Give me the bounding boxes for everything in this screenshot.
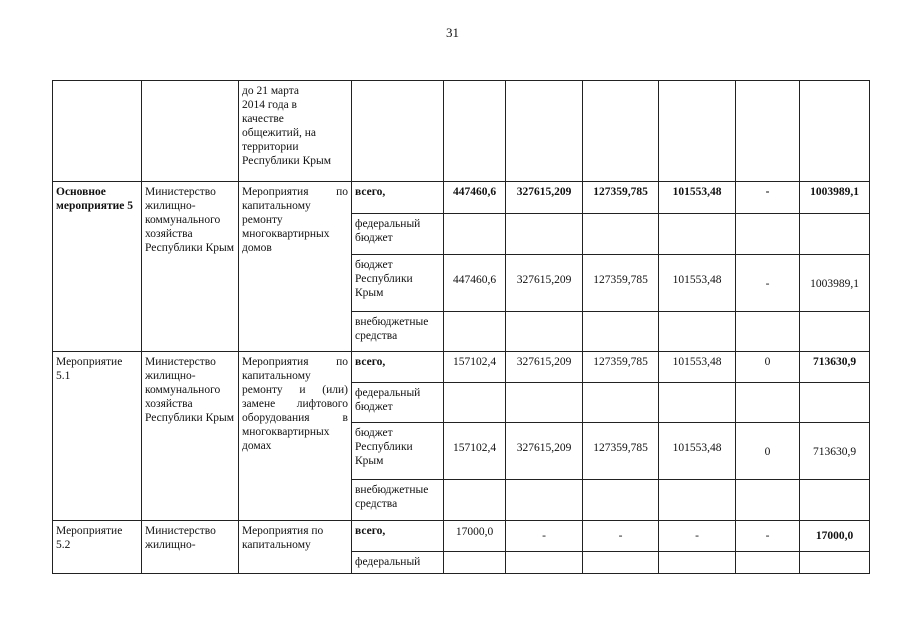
source-label: федеральный бюджет (352, 214, 444, 255)
value-cell: 447460,6 (444, 255, 506, 312)
value-cell (444, 552, 506, 574)
source-label: федеральный (352, 552, 444, 574)
value-cell (736, 552, 800, 574)
value-cell (583, 383, 659, 423)
value-cell: 127359,785 (583, 182, 659, 214)
value-cell: 17000,0 (800, 521, 870, 552)
value-cell (736, 214, 800, 255)
event-line: качестве (242, 113, 284, 125)
value-cell (506, 383, 583, 423)
cell-event: Мероприятия по капитальному ремонту многоквартирных домов (239, 182, 352, 352)
value-cell: - (583, 521, 659, 552)
value-cell (800, 312, 870, 352)
value-cell (659, 552, 736, 574)
table-row (53, 521, 870, 552)
value-cell (659, 383, 736, 423)
value-cell (659, 312, 736, 352)
value-cell: 447460,6 (444, 182, 506, 214)
value-cell: 157102,4 (444, 423, 506, 480)
value-cell (736, 480, 800, 521)
value-cell (736, 312, 800, 352)
value-cell (506, 480, 583, 521)
value-cell (800, 214, 870, 255)
table-row (53, 182, 870, 214)
cell-responsible: Министерство жилищно-коммунального хозяйства Республики Крым (142, 182, 239, 352)
cell-code: Мероприятие 5.1 (53, 352, 142, 521)
cell-event (239, 81, 352, 182)
value-cell: - (736, 182, 800, 214)
table-row (53, 81, 870, 182)
value-cell (659, 480, 736, 521)
value-cell: 127359,785 (583, 352, 659, 383)
source-label: всего, (352, 521, 444, 552)
source-label: всего, (352, 182, 444, 214)
event-line: 2014 года в (242, 99, 297, 111)
value-cell: 0 (736, 352, 800, 383)
value-cell (583, 480, 659, 521)
budget-table (52, 80, 870, 574)
value-cell (736, 383, 800, 423)
source-label: бюджет Республики Крым (352, 423, 444, 480)
value-cell (583, 214, 659, 255)
event-line: до 21 марта (242, 85, 300, 97)
value-cell: 327615,209 (506, 423, 583, 480)
value-cell (583, 312, 659, 352)
cell-code (53, 81, 142, 182)
cell-code: Основное мероприятие 5 (53, 182, 142, 352)
value-cell (444, 383, 506, 423)
cell-responsible: Министерство жилищно-коммунального хозяйства Республики Крым (142, 352, 239, 521)
cell-event: Мероприятия по капитальному (239, 521, 352, 574)
event-line: Республики Крым (242, 155, 331, 167)
value-cell (506, 552, 583, 574)
value-cell: 157102,4 (444, 352, 506, 383)
value-cell (506, 214, 583, 255)
value-cell: - (736, 255, 800, 312)
value-cell: 327615,209 (506, 255, 583, 312)
value-cell (444, 312, 506, 352)
value-cell (583, 552, 659, 574)
table-row (53, 352, 870, 383)
cell-responsible: Министерство жилищно- (142, 521, 239, 574)
value-cell: - (659, 521, 736, 552)
cell-code: Мероприятие 5.2 (53, 521, 142, 574)
value-cell: 101553,48 (659, 255, 736, 312)
value-cell: 101553,48 (659, 182, 736, 214)
value-cell: - (736, 521, 800, 552)
value-cell: 1003989,1 (800, 255, 870, 312)
cell-responsible (142, 81, 239, 182)
value-cell: 101553,48 (659, 423, 736, 480)
event-line: общежитий, на (242, 127, 317, 139)
source-label: бюджет Республики Крым (352, 255, 444, 312)
value-cell: 127359,785 (583, 255, 659, 312)
page-number: 31 (446, 25, 459, 40)
value-cell: 327615,209 (506, 182, 583, 214)
source-label: федеральный бюджет (352, 383, 444, 423)
value-cell: 127359,785 (583, 423, 659, 480)
source-label: всего, (352, 352, 444, 383)
value-cell: 101553,48 (659, 352, 736, 383)
value-cell (444, 214, 506, 255)
value-cell: 713630,9 (800, 352, 870, 383)
value-cell: 327615,209 (506, 352, 583, 383)
value-cell (800, 552, 870, 574)
value-cell: - (506, 521, 583, 552)
value-cell (800, 480, 870, 521)
cell-event: Мероприятия по капитальному ремонту и (или) замене лифтового оборудования в многоквартирных домах (239, 352, 352, 521)
value-cell (659, 214, 736, 255)
value-cell (506, 312, 583, 352)
event-line: территории (242, 141, 299, 153)
value-cell: 713630,9 (800, 423, 870, 480)
value-cell: 0 (736, 423, 800, 480)
source-label: внебюджетные средства (352, 480, 444, 521)
source-label: внебюджетные средства (352, 312, 444, 352)
value-cell: 1003989,1 (800, 182, 870, 214)
value-cell: 17000,0 (444, 521, 506, 552)
value-cell (800, 383, 870, 423)
value-cell (444, 480, 506, 521)
